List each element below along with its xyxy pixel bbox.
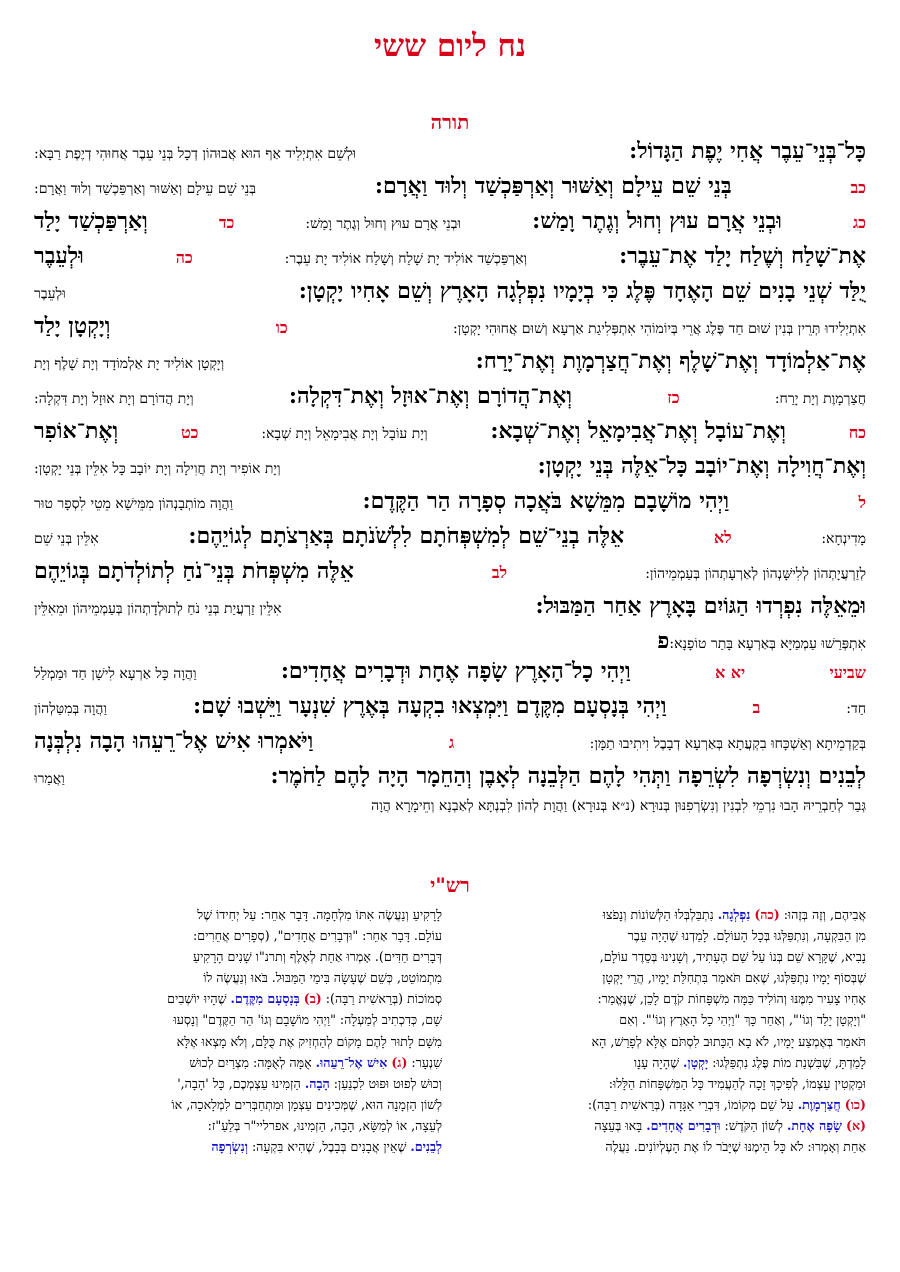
verse-number: כב — [850, 178, 866, 197]
torah-verse-text: לְבֵנִים וְנִשְׂרְפָה לִשְׂרֵפָה וַתְּהִי לָהֶם הַלְּבֵנָה לְאָבֶן וְהַחֵמָר הָיָה לָהֶם לַחֹמֶר: — [270, 763, 866, 789]
rashi-text: לְשׁוֹן הַזְמָנָה הוּא, שֶׁמְּכִינִים עַצְמָן וּמִתְחַבְּרִים לִמְלָאכָה, אוֹ — [171, 1096, 442, 1112]
torah-line — [34, 798, 866, 828]
targum-text: חֲצַרְמָוֶת וְיָת יָרַח: — [774, 391, 866, 407]
torah-text-block — [34, 138, 866, 828]
torah-verse-text: וְאֶת־אוֹפִר — [34, 418, 119, 444]
targum-text: וְיָת אוֹפִיר וְיָת חֲוִילָה וְיָת יוֹבָב כָּל אִלֵּין בְּנֵי יָקְטָן: — [34, 461, 281, 477]
targum-text: וַאֲמַרוּ — [34, 771, 65, 787]
torah-verse-text: וּלְעֵבֶר — [34, 243, 84, 269]
targum-text: וּבְנֵי אֲרָם עוּץ וְחוּל וְגֶתֶר וָמַשׁ: — [305, 216, 462, 232]
torah-line — [34, 138, 866, 173]
torah-line — [34, 418, 866, 453]
rashi-text: שֶׁהָיָה עָנָו — [633, 1054, 680, 1070]
rashi-line — [34, 1115, 442, 1136]
rashi-line — [458, 967, 866, 988]
rashi-line — [458, 1052, 866, 1073]
verse-number: כה — [175, 248, 193, 267]
rashi-text: לְעֵצָה, אוֹ לְמַשָּׂא, הָבָה, הַזְמִינוּ, אפרליי"ר בְּלַעַ"ז: — [207, 1117, 442, 1133]
torah-line — [34, 593, 866, 628]
torah-line — [34, 313, 866, 348]
targum-text: חַד: — [846, 701, 866, 717]
verse-number: כט — [181, 423, 199, 442]
rashi-text: "וְיָקְטָן יָלַד וְגוֹ'", וְאַחַר כָּךְ "וַיְהִי כָל הָאָרֶץ וְגוֹ'". וְאִם — [619, 1012, 866, 1028]
verse-number: ב — [752, 698, 761, 717]
rashi-text: וְכוּשׁ לְפוּט וּפוּט לִכְנַעַן: — [333, 1075, 442, 1091]
rashi-dibur-hamatchil: יָקְטָן. — [683, 1054, 709, 1070]
rashi-dibur-hamatchil: הָבָה. — [304, 1075, 330, 1091]
page-title: נח ליום ששי — [374, 28, 526, 64]
torah-verse-text: בְּנֵי שֵׁם עֵילָם וְאַשּׁוּר וְאַרְפַּכְשַׁד וְלוּד וַאֲרָם: — [374, 173, 732, 199]
rashi-line — [34, 946, 442, 967]
rashi-line — [34, 967, 442, 988]
rashi-dibur-hamatchil: וְנִשְׂרְפָה — [211, 1139, 248, 1155]
rashi-verse-ref: (ג) — [391, 1054, 408, 1070]
rashi-text: מִשָּׁם לָתוּר לָהֶם מָקוֹם לְהַחְזִיק אֶת כֻּלָּם, וְלֹא מָצְאוּ אֶלָּא — [176, 1033, 442, 1049]
rashi-dibur-hamatchil: לְבֵנִים. — [410, 1139, 442, 1155]
rashi-text: נִתְבַּלְבְּלוּ הַלְּשׁוֹנוֹת וְנָפֹצוּ — [602, 907, 714, 922]
rashi-line — [34, 1094, 442, 1115]
torah-verse-text: וְאֶת־חֲוִילָה וְאֶת־יוֹבָב כָּל־אֵלֶּה בְּנֵי יָקְטָן: — [537, 453, 866, 479]
verse-number: כו — [275, 318, 288, 337]
rashi-line — [458, 1136, 866, 1157]
rashi-heading: רש"י — [430, 873, 470, 897]
rashi-line — [458, 1073, 866, 1094]
rashi-line — [458, 1031, 866, 1052]
rashi-line — [34, 1031, 442, 1052]
targum-text: אִלֵּין בְּנֵי שֵׁם — [34, 531, 99, 547]
rashi-text: לָמַדְתָּ, שֶׁבִּשְׁנַת מוֹת פֶּלֶג נִתְפַּלְּגוּ: — [712, 1054, 866, 1070]
targum-text: בְּנֵי שֵׁם עֵילָם וְאַשּׁוּר וְאַרְפַּכְשַׁד וְלוּד וַאֲרָם: — [34, 181, 256, 197]
rashi-dibur-hamatchil: חֲצַרְמָוֶת. — [797, 1096, 841, 1112]
rashi-text: אֻמָּה לְאֻמָּה: מִצְרַיִם לְכוּשׁ — [189, 1054, 312, 1070]
rashi-dibur-hamatchil: נִפְלְגָה. — [717, 907, 751, 922]
rashi-column-left — [34, 904, 442, 1157]
rashi-line — [458, 988, 866, 1009]
rashi-text: סְמוֹכוֹת (בְּרֵאשִׁית רַבָּה): — [325, 991, 442, 1007]
verse-number: יא א — [714, 663, 746, 682]
verse-number: לב — [491, 563, 508, 582]
targum-text: בְּקַדְמֵיתָא וְאַשְׁכָּחוּ בִקְעֲתָא בְּאַרְעָא דְבָבֶל וִיתִיבוּ תַמָּן: — [589, 736, 866, 752]
torah-verse-text: וְאֶת־הֲדוֹרָם וְאֶת־אוּזָל וְאֶת־דִּקְלָה: — [288, 383, 572, 409]
torah-verse-text: וַיֹּאמְרוּ אִישׁ אֶל־רֵעֵהוּ הָבָה נִלְבְּנָה — [34, 728, 314, 754]
torah-line — [34, 453, 866, 488]
rashi-text: בָּאוּ בְּעֵצָה — [594, 1117, 643, 1133]
torah-verse-text: אֵלֶּה מִשְׁפְּחֹת בְּנֵי־נֹחַ לְתוֹלְדֹתָם בְּגוֹיֵהֶם — [34, 558, 354, 584]
torah-verse-text: פ — [657, 628, 670, 654]
rashi-line — [458, 1094, 866, 1115]
rashi-text: אֲבִיהֶם, וְזֶה בְּזֶהוּ: — [783, 907, 866, 922]
rashi-text: לְשׁוֹן הַקֹּדֶשׁ: — [724, 1117, 783, 1133]
torah-verse-text: וְיָקְטָן יָלַד — [34, 313, 111, 339]
torah-verse-text: וּמֵאֵלֶּה נִפְרְדוּ הַגּוֹיִם בָּאָרֶץ אַחַר הַמַּבּוּל: — [535, 593, 866, 619]
torah-heading: תורה — [430, 110, 470, 134]
torah-verse-text: אֵלֶּה בְנֵי־שֵׁם לְמִשְׁפְּחֹתָם לִלְשֹׁנֹתָם בְּאַרְצֹתָם לְגוֹיֵהֶם: — [188, 523, 625, 549]
targum-text: וּלְשֵׁם אִתְיְלִיד אַף הוּא אֲבוּהוֹן דְכָל בְּנֵי עֵבֶר אֲחוּהִי דְיֶפֶת רַבָּא: — [34, 146, 357, 162]
rashi-verse-ref: (כה) — [754, 907, 780, 922]
targum-text: וְיָקְטָן אוֹלִיד יָת אַלְמוֹדָד וְיָת שָׁלֶף וְיָת — [34, 356, 225, 372]
targum-text: וַהֲוָה בְּמִטַּלְהוֹן — [34, 701, 107, 717]
rashi-line — [34, 904, 442, 925]
torah-line — [34, 383, 866, 418]
verse-number: שביעי — [829, 663, 866, 682]
torah-line — [34, 658, 866, 693]
torah-verse-text: אֶת־אַלְמוֹדָד וְאֶת־שָׁלֶף וְאֶת־חֲצַרְמָוֶת וְאֶת־יָרַח: — [475, 348, 866, 374]
targum-text: וַהֲוָה כָּל אַרְעָא לִישָׁן חַד וּמַמְלַל — [34, 666, 197, 682]
targum-text: וְאַרְפַּכְשַׁד אוֹלִיד יָת שָׁלַח וְשָׁלַח אוֹלִיד יָת עֵבֶר: — [284, 251, 528, 267]
torah-line — [34, 208, 866, 243]
rashi-verse-ref: (ב) — [303, 991, 322, 1007]
rashi-verse-ref: (כו) — [844, 1096, 866, 1112]
rashi-line — [458, 1115, 866, 1136]
targum-text: וְיָת הֲדוֹרָם וְיָת אוּזָל וְיָת דִּקְלָה: — [34, 391, 194, 407]
torah-line — [34, 243, 866, 278]
torah-line — [34, 523, 866, 558]
rashi-dibur-hamatchil: וּדְבָרִים אֲחָדִים. — [646, 1117, 721, 1133]
verse-number: כח — [848, 423, 866, 442]
torah-verse-text: וַיְהִי בְּנָסְעָם מִקֶּדֶם וַיִּמְצְאוּ בִקְעָה בְּאֶרֶץ שִׁנְעָר וַיֵּשְׁבוּ שָׁם: — [193, 693, 667, 719]
torah-verse-text: וַיְהִי כָל־הָאָרֶץ שָׂפָה אֶחָת וּדְבָרִים אֲחָדִים: — [280, 658, 631, 684]
rashi-verse-ref: (א) — [845, 1117, 866, 1133]
targum-text: אִתְיְלִידוּ תְּרֵין בְּנִין שׁוּם חַד פֶּלֶג אֲרֵי בְּיוֹמוֹהִי אִתְפְּלִיגַת אַרְעָא וְשׁוּם אֲחוּהִי יָקְטָן: — [452, 321, 866, 337]
verse-number: ג — [448, 733, 455, 752]
rashi-text: שָׁם, כְּדִכְתִיב לְמַעְלָה: "וַיְהִי מוֹשָׁבָם וְגוֹ' הַר הַקֶּדֶם" וְנָסְעוּ — [173, 1012, 442, 1028]
rashi-line — [34, 925, 442, 946]
verse-number: כז — [667, 388, 680, 407]
torah-line — [34, 348, 866, 383]
targum-text: לְזַרְעֲיָתְהוֹן לְלִישָּׁנְהוֹן לְאַרְעָתְהוֹן בְּעַמְמֵיהוֹן: — [645, 566, 866, 582]
targum-text: גְּבַר לְחַבְרֵיהּ הָבוּ נִרְמֵי לִבְנִין וְנִשְׂרְפִנּוּן בְּנוּרָא (נ״א בְּנוּרָא) וַהֲוָת לְהוֹן לִבְנְתָּא לְאַבְנָא וְחֵימָרָא הֲוָה — [371, 798, 866, 814]
torah-verse-text: וְאֶת־עוֹבָל וְאֶת־אֲבִימָאֵל וְאֶת־שְׁבָא: — [490, 418, 786, 444]
rashi-line — [34, 1052, 442, 1073]
rashi-dibur-hamatchil: שָׂפָה אֶחָת. — [786, 1117, 842, 1133]
targum-text: וּלְעֵבֶר — [34, 286, 66, 302]
torah-verse-text: וּבְנֵי אֲרָם עוּץ וְחוּל וְגֶתֶר וָמַשׁ: — [532, 208, 782, 234]
rashi-line — [458, 946, 866, 967]
torah-line — [34, 728, 866, 763]
rashi-text: אַחַת וְאָמְרוּ: לֹא כָּל הֵימֶנּוּ שֶׁיָּבֹר לוֹ אֶת הָעֶלְיוֹנִים. נַעֲלֶה — [605, 1139, 866, 1155]
torah-verse-text: אֶת־שָׁלַח וְשֶׁלַח יָלַד אֶת־עֵבֶר: — [619, 243, 866, 269]
verse-number: כג — [852, 213, 866, 232]
rashi-text: מִתְמוֹטֵט, כְּשֵׁם שֶׁעָשָׂה בִּימֵי הַמַּבּוּל. בֹּאוּ וְנַעֲשֶׂה לוֹ — [203, 970, 442, 986]
rashi-line — [34, 1073, 442, 1094]
targum-text: וְיָת עוֹבָל וְיָת אֲבִימָאֵל וְיָת שְׁבָא: — [261, 426, 428, 442]
torah-line — [34, 488, 866, 523]
torah-verse-text: יֻלַּד שְׁנֵי בָנִים שֵׁם הָאֶחָד פֶּלֶג כִּי בְיָמָיו נִפְלְגָה הָאָרֶץ וְשֵׁם אָחִיו יָקְטָן: — [298, 278, 866, 304]
torah-verse-text: וְאַרְפַּכְשַׁד יָלַד — [34, 208, 148, 234]
torah-line — [34, 628, 866, 658]
rashi-line — [458, 1009, 866, 1030]
rashi-text: שֶׁאֵין אֲבָנִים בְּבָבֶל, שֶׁהִיא בִּקְעָה: — [251, 1139, 407, 1155]
torah-line — [34, 693, 866, 728]
torah-verse-text: כָּל־בְּנֵי־עֵבֶר אֲחִי יֶפֶת הַגָּדוֹל: — [629, 138, 866, 164]
rashi-text: שִׁנְעָר: — [411, 1054, 442, 1070]
torah-line — [34, 278, 866, 313]
rashi-line — [34, 1009, 442, 1030]
rashi-dibur-hamatchil: אִישׁ אֶל־רֵעֵהוּ. — [315, 1054, 388, 1070]
rashi-text: אָחִיו צָעִיר מִמֶּנּוּ וְהוֹלִיד כַּמָּה מִשְׁפָּחוֹת קֹדֶם לָכֵן, שֶׁנֶּאֱמַר: — [597, 991, 866, 1007]
torah-line — [34, 558, 866, 593]
rashi-text: לָרָקִיעַ וְנַעֲשֶׂה אִתּוֹ מִלְחָמָה. דָּבָר אַחֵר: עַל יְחִידוֹ שֶׁל — [197, 907, 442, 922]
rashi-text: שֶׁבְּסוֹף יָמָיו נִתְפַּלְּגוּ, שֶׁאִם תֹּאמַר בִּתְחִלַּת יָמָיו, הֲרֵי יָקְטָן — [602, 970, 866, 986]
targum-text: אִתְפְּרַשׁוּ עַמְמַיָּא בְּאַרְעָא בָּתַר טוֹפָנָא: — [669, 636, 866, 652]
torah-verse-text: וַיְהִי מוֹשָׁבָם מִמֵּשָׁא בֹּאֲכָה סְפָרָה הַר הַקֶּדֶם: — [362, 488, 730, 514]
rashi-line — [458, 925, 866, 946]
rashi-dibur-hamatchil: בְּנָסְעָם מִקֶּדֶם. — [230, 991, 300, 1007]
verse-number: כד — [218, 213, 235, 232]
rashi-line — [458, 904, 866, 925]
rashi-text: תֹּאמַר בְּאֶמְצַע יָמָיו, לֹא בָא הַכָּתוּב לִסְתֹּם אֶלָּא לְפָרֵשׁ, הָא — [591, 1033, 866, 1049]
targum-text: אִלֵּין זַרְעֲיַת בְּנֵי נֹחַ לְתוּלְדָתְהוֹן בְּעַמְמֵיהוֹן וּמֵאִלֵּין — [34, 601, 282, 617]
rashi-text: שֶׁהָיוּ יוֹשְׁבִים — [167, 991, 227, 1007]
rashi-text: נָבִיא, שֶׁקָּרָא שֵׁם בְּנוֹ עַל שֵׁם הֶעָתִיד, וְשָׁנִינוּ בְּסֵדֶר עוֹלָם, — [599, 949, 866, 965]
rashi-line — [34, 988, 442, 1009]
rashi-text: וּמַקְטִין עַצְמוֹ, לְפִיכָךְ זָכָה לְהַעֲמִיד כָּל הַמִּשְׁפָּחוֹת הַלָּלוּ: — [608, 1075, 866, 1091]
targum-text: וַהֲוָה מוֹתְבָנְהוֹן מִמֵּישָׁא מֵטֵי לִסְפָר טוּר — [34, 496, 234, 512]
rashi-column-right — [458, 904, 866, 1157]
rashi-text: מִן הַבִּקְעָה, וְנִתְפַּלְּגוּ בְּכָל הָעוֹלָם. לָמַדְנוּ שֶׁהָיָה עֵבֶר — [627, 928, 866, 944]
rashi-line — [34, 1136, 442, 1157]
targum-text: מָדִינְחָא: — [821, 531, 866, 547]
torah-line — [34, 173, 866, 208]
torah-line — [34, 763, 866, 798]
rashi-text: עַל שֵׁם מְקוֹמוֹ, דִּבְרֵי אַגָּדָה (בְּרֵאשִׁית רַבָּה): — [587, 1096, 794, 1112]
verse-number: לא — [713, 528, 732, 547]
rashi-text: דְּבָרִים חַדִּים). אָמְרוּ אַחַת לְאֶלֶף וְתרנ"ו שָׁנִים הָרָקִיעַ — [192, 949, 442, 965]
rashi-text: הַזְמִינוּ עַצְמְכֶם, כָּל 'הָבָה,' — [177, 1075, 301, 1091]
verse-number: ל — [858, 493, 866, 512]
rashi-text: עוֹלָם. דָּבָר אַחֵר: "וּדְבָרִים אֲחָדִים", (סְפָרִים אֲחֵרִים: — [192, 928, 442, 944]
